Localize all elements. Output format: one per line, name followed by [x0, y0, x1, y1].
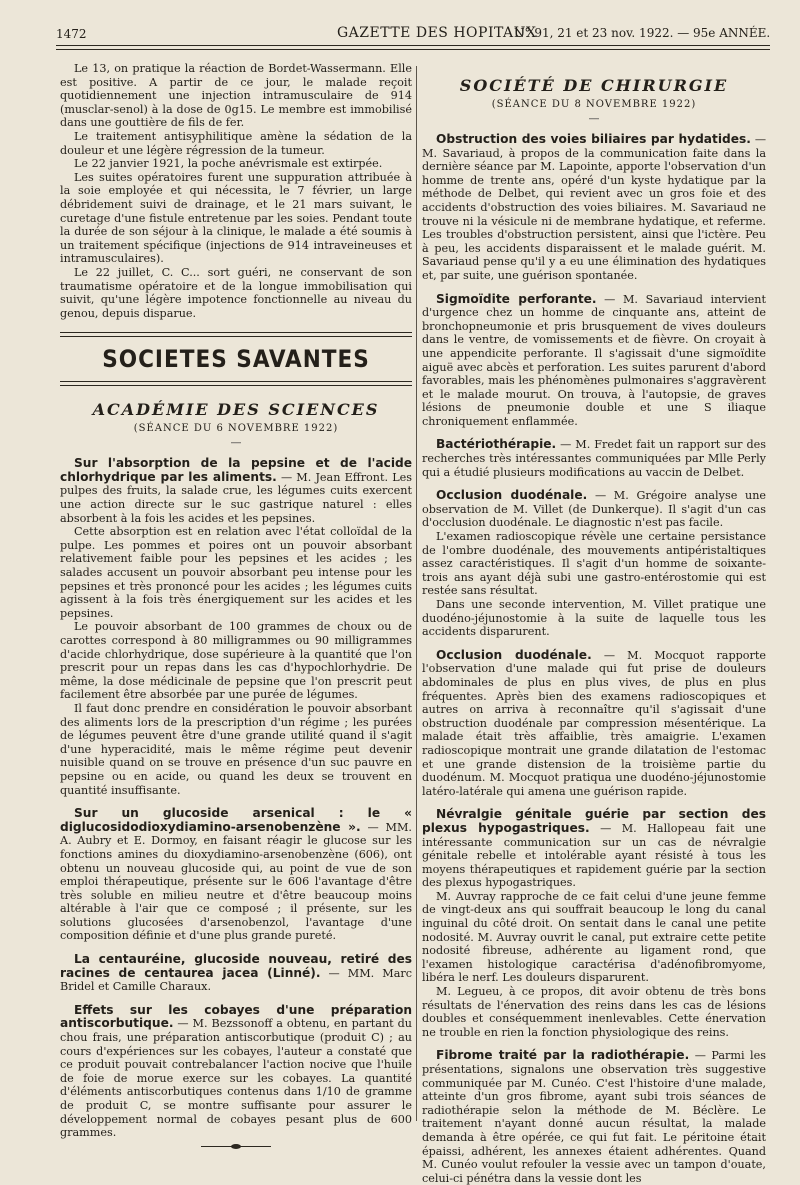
separator-dash: — [588, 112, 600, 125]
article-title: Sur l'absorption de la pepsine et de l'acide chlorhydrique par les aliments. [60, 456, 412, 484]
intro-paragraph: Le 22 juillet, C. C... sort guéri, ne conservant de son traumatisme opératoire et de la longue immobilisation qui suivit, qu'une légère impotence fonctionnelle au niveau du genou, depuis disparue. [60, 265, 412, 320]
article-title: Névralgie génitale guérie par section des plexus hypogastriques. [422, 807, 766, 835]
article-paragraph: Obstruction des voies biliaires par hydatides. — M. Savariaud, à propos de la communication faite dans la dernière séance par M. Lapointe, apporte l'observation d'un homme de trente ans, opéré d'un kyste hydatique par la méthode de Delbet, qui revient avec un gros foie et des accidents d'obstruction des voies biliaires. M. Savariaud ne trouve ni la vésicule ni de membrane hydatique, et referme. Les troubles d'obstruction persistent, ainsi que l'ictère. Peu à peu, les accidents disparaissent et le malade guérit. M. Savariaud pense qu'il y a eu une élimination des hydatiques et, par suite, une guérison spontanée. [422, 132, 766, 282]
article-title: Obstruction des voies biliaires par hydatides. [436, 132, 751, 146]
article-title: La centauréine, glucoside nouveau, retiré des racines de centaurea jacea (Linné). [60, 952, 412, 980]
article-paragraph: Occlusion duodénale. — M. Mocquot rapporte l'observation d'une malade qui fut prise de douleurs abdominales de plus en plus vives, de plus en plus fréquentes. Après bien des examens radioscopiques et autres on arriva à reconnaître qu'il s'agissait d'une obstruction duodénale par compression mésentérique. La malade était très affaiblie, très amaigrie. L'examen radioscopique montrait une grande dilatation de l'estomac et une grande distension de la troisième partie du duodénum. M. Mocquot pratiqua une duodéno-jéjunostomie latéro-latérale qui amena une guérison rapide. [422, 647, 766, 798]
journal-title: GAZETTE DES HOPITAUX [337, 25, 537, 41]
society-title: ACADÉMIE DES SCIENCES [92, 400, 380, 420]
issue-info: N° 91, 21 et 23 nov. 1922. — 95e ANNÉE. [514, 26, 771, 40]
article-paragraph: Le pouvoir absorbant de 100 grammes de choux ou de carottes correspond à 80 milligrammes ou 90 milligrammes d'acide chlorhydrique, dose supérieure à la quantité que l'on prescrit pour un repas dans les cas d'hypochlorhydrie. De même, la dose médicinale de pepsine que l'on prescrit peut facilement être absorbée par une purée de légumes. [60, 620, 412, 702]
article-paragraph: La centauréine, glucoside nouveau, retiré des racines de centaurea jacea (Linné). — MM. Marc Bridel et Camille Charaux. [60, 952, 412, 994]
article-title: Bactériothérapie. [436, 437, 557, 452]
article-paragraph: L'examen radioscopique révèle une certaine persistance de l'ombre duodénale, des mouvements antipéristaltiques assez caractéristiques. Il s'agit d'un homme de soixante-trois ans ayant déjà subi une gastro-entérostomie qui est restée sans résultat. [422, 530, 766, 598]
article-paragraph: Sur un glucoside arsenical : le « diglucosidodioxydiamino-arsenobenzène ». — MM. A. Aubry et E. Dormoy, en faisant réagir le glucose sur les fonctions amines du dioxydiamino-arsenobenzène (606), ont obtenu un nouveau glucoside qui, au point de vue de son emploi thérapeutique, présente sur le 606 l'avantage d'être très soluble en milieu neutre et d'être beaucoup moins altérable à l'air que ce composé ; il présente, sur les solutions glucosées d'arsenobenzol, l'avantage d'une composition définie et d'une plus grande pureté. [60, 806, 412, 943]
page-number: 1472 [56, 27, 87, 41]
article-title: Fibrome traité par la radiothérapie. [436, 1048, 690, 1063]
article-paragraph: Fibrome traité par la radiothérapie. — Parmi les présentations, signalons une observation très suggestive communiquée par M. Cunéo. C'est l'histoire d'une malade, atteinte d'un gros fibrome, ayant subi trois séances de radiothérapie selon la méthode de M. Béclère. Le traitement n'ayant donné aucun résultat, la malade demanda à être opérée, ce qui fut fait. Le péritoine était épaissi, adhérent, les annexes étaient adhérentes. Quand M. Cunéo voulut refouler la vessie avec un tampon d'ouate, celui-ci pénétra dans la vessie dont les [422, 1048, 767, 1185]
article-title: Occlusion duodénale. [436, 488, 588, 503]
article-title: Sigmoïdite perforante. [436, 291, 597, 306]
column-divider [416, 66, 417, 1121]
article-paragraph: Il faut donc prendre en considération le pouvoir absorbant des aliments lors de la prescription d'un régime ; les purées de légumes peuvent être d'une grande utilité quand il s'agit d'une hyperacidité, mais le même régime peut devenir nuisible quand on se trouve en présence d'un suc pauvre en pepsine ou en acide, ou quand les deux se trouvent en quantité insuffisante. [60, 701, 412, 797]
intro-paragraph: Les suites opératoires furent une suppuration attribuée à la soie employée et qui nécessita, le 7 février, un large débridement suivi de drainage, et le 21 mars suivant, le curetage d'une fistule entretenue par les soies. Pendant toute la durée de son séjour à la clinique, le malade a été soumis à un traitement spécifique (injections de 914 intraveineuses et intramusculaires). [60, 170, 412, 266]
article-paragraph: Bactériothérapie. — M. Fredet fait un rapport sur des recherches très intéressantes communiquées par Mlle Perly qui a étudié plusieurs modifications au vaccin de Delbet. [422, 437, 766, 479]
article-paragraph: Dans une seconde intervention, M. Villet pratique une duodéno-jéjunostomie à la suite de laquelle tous les accidents disparurent. [422, 598, 766, 639]
article-paragraph: Cette absorption est en relation avec l'état colloïdal de la pulpe. Les pommes et poires ont un pouvoir absorbant relativement faible pour les pepsines et les acides ; les salades accusent un pouvoir absorbant peu intense pour les pepsines et très prononcé pour les acides ; les légumes cuits agissent à la fois très énergiquement sur les acides et les pepsines. [60, 525, 412, 620]
separator-dash: — [230, 436, 242, 450]
article-paragraph: Occlusion duodénale. — M. Grégoire analyse une observation de M. Villet (de Dunkerque). Il s'agit d'un cas d'occlusion duodénale. Le diagnostic n'est pas facile. [422, 488, 767, 530]
article-paragraph: Névralgie génitale guérie par section des plexus hypogastriques. — M. Hallopeau fait une intéressante communication sur un cas de névralgie génitale rebelle et intolérable ayant résisté à tous les moyens thérapeutiques et rapidement guérie par la section des plexus hypogastriques. [422, 807, 766, 890]
article-title: Effets sur les cobayes d'une préparation antiscorbutique. [60, 1002, 412, 1031]
intro-paragraph: Le traitement antisyphilitique amène la sédation de la douleur et une légère régression de la tumeur. [60, 129, 412, 157]
section-title: SOCIETES SAVANTES [102, 345, 370, 374]
intro-paragraph: Le 13, on pratique la réaction de Bordet-Wassermann. Elle est positive. A partir de ce jour, le malade reçoit quotidiennement une injection intramusculaire de 914 (musclar-senol) à la dose de 0g15. Le membre est immobilisé dans une gouttière de fils de fer. [60, 62, 412, 130]
session-date: (SÉANCE DU 8 NOVEMBRE 1922) [491, 99, 697, 110]
header-rule-bottom [56, 49, 770, 50]
article-title: Sur un glucoside arsenical : le « diglucosidodioxydiamino-arsenobenzène ». [60, 806, 412, 834]
article-paragraph: M. Auvray rapproche de ce fait celui d'une jeune femme de vingt-deux ans qui souffrait beaucoup le long du canal inguinal du côté droit. On sentait dans le canal une petite nodosité. M. Auvray ouvrit le canal, put extraire cette petite nodosité fibreuse, adhérente au ligament rond, que l'examen histologique caractérisa d'adénofibromyome, libéra le nerf. Les douleurs disparurent. [422, 889, 766, 985]
society-title: SOCIÉTÉ DE CHIRURGIE [459, 76, 729, 95]
right-column [422, 62, 766, 1185]
article-title: Occlusion duodénale. [436, 647, 592, 662]
article-paragraph: Sigmoïdite perforante. — M. Savariaud intervient d'urgence chez un homme de cinquante ans, atteint de bronchopneumonie et pris brusquement de vives douleurs dans le ventre, de vomissements et de fièvre. On croyait à une appendicite perforante. Il s'agissait d'une sigmoïdite aiguë avec abcès et perforation. Les suites parurent d'abord favorables, mais les phénomènes pulmonaires s'aggravèrent et le malade mourut. On trouva, à l'autopsie, de graves lésions de pneumonie double et une S iliaque chroniquement enflammée. [422, 291, 766, 428]
end-ornament [201, 1144, 271, 1150]
article-paragraph: Effets sur les cobayes d'une préparation antiscorbutique. — M. Bezssonoff a obtenu, en partant du chou frais, une préparation antiscorbutique (produit C) ; au cours d'expériences sur les cobayes, l'auteur a constaté que ce produit pouvait contrebalancer l'action nocive que l'huile de foie de morue exerce sur les cobayes. La quantité d'éléments antiscorbutiques contenus dans 1/10 de gramme de produit C, se montre suffisante pour assurer le développement normal de cobayes pesant plus de 600 grammes. [60, 1002, 412, 1140]
session-date: (SÉANCE DU 6 NOVEMBRE 1922) [133, 423, 339, 435]
article-paragraph: Sur l'absorption de la pepsine et de l'acide chlorhydrique par les aliments. — M. Jean Effront. Les pulpes des fruits, la salade crue, les légumes cuits exercent une action directe sur le suc gastrique naturel : elles absorbent à la fois les acides et les pepsines. [60, 456, 412, 525]
left-column [60, 62, 412, 1154]
page-header [0, 0, 800, 62]
intro-paragraph: Le 22 janvier 1921, la poche anévrismale est extirpée. [74, 157, 383, 171]
article-paragraph: M. Legueu, à ce propos, dit avoir obtenu de très bons résultats de l'énervation des reins dans les cas de lésions doubles et conséquemment inenlevables. Cette énervation ne trouble en rien la fonction physiologique des reins. [422, 985, 766, 1039]
header-rule-top [56, 45, 770, 46]
